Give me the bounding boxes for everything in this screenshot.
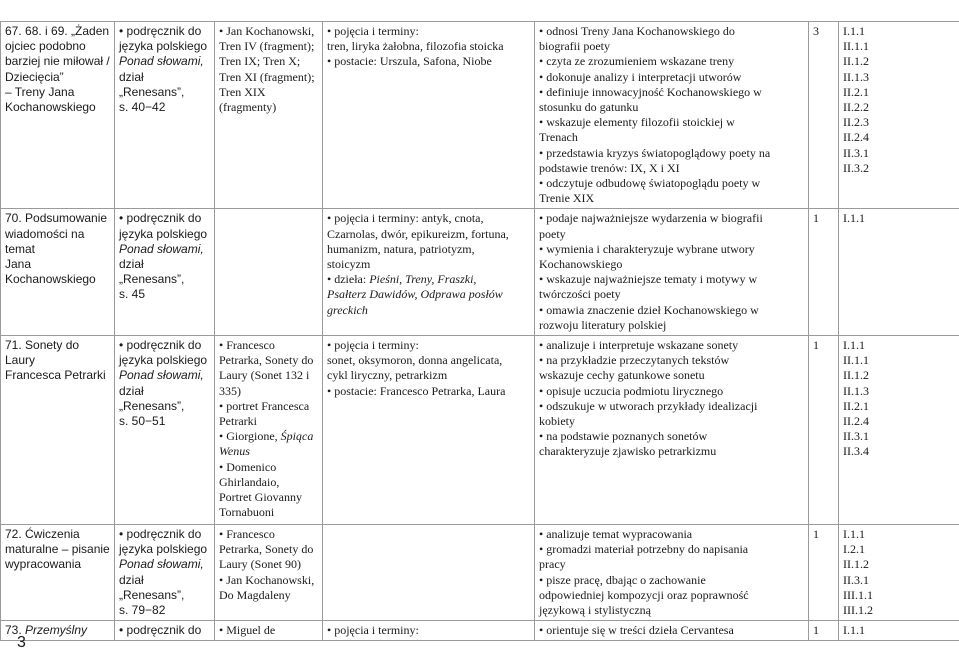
requirement-code: II.2.4 [843, 414, 955, 429]
requirement-code: II.3.4 [843, 444, 955, 459]
table-row [1, 22, 959, 209]
lesson-plan-table [0, 21, 959, 641]
codes-cell [839, 22, 959, 209]
topic-line: 67. 68. i 69. „Żaden [5, 24, 110, 39]
skill-line: • wskazuje elementy filozofii stoickiej w [539, 115, 804, 130]
topic-line: ojciec podobno [5, 39, 110, 54]
requirement-code: II.3.1 [843, 429, 955, 444]
textbook-line: języka polskiego [119, 353, 210, 368]
concept-line: humanizm, natura, patriotyzm, [327, 242, 530, 257]
textbook-line: • podręcznik do [119, 24, 210, 39]
topic-cell [1, 209, 115, 336]
skill-line: poety [539, 227, 804, 242]
requirement-code: II.2.3 [843, 115, 955, 130]
topic-line: 72. Ćwiczenia [5, 527, 110, 542]
topic-line: Francesca Petrarki [5, 368, 110, 383]
skill-line: • omawia znaczenie dzieł Kochanowskiego w [539, 303, 804, 318]
skill-line: kobiety [539, 414, 804, 429]
concept-line [327, 272, 530, 287]
skill-line: podstawie trenów: IX, X i XI [539, 161, 804, 176]
concept-line: cykl liryczny, petrarkizm [327, 368, 530, 383]
skill-line: biografii poety [539, 39, 804, 54]
text-line: Tornabuoni [219, 505, 318, 520]
text-line: • Jan Kochanowski, [219, 24, 318, 39]
requirement-code: II.1.1 [843, 353, 955, 368]
text-line: Petrarki [219, 414, 318, 429]
skills-cell [535, 209, 809, 336]
texts-cell [215, 22, 323, 209]
concept-line: Czarnolas, dwór, epikureizm, fortuna, [327, 227, 530, 242]
skill-line: rozwoju literatury polskiej [539, 318, 804, 333]
table-row [1, 621, 959, 641]
text-line: Ghirlandaio, [219, 475, 318, 490]
textbook-section: dział „Renesans”, [119, 257, 210, 287]
textbook-cell [115, 22, 215, 209]
textbook-cell [115, 621, 215, 641]
concepts-cell [323, 22, 535, 209]
text-line: • portret Francesca [219, 399, 318, 414]
skill-line: • opisuje uczucia podmiotu lirycznego [539, 384, 804, 399]
topic-line: wypracowania [5, 557, 110, 572]
textbook-section: dział „Renesans”, [119, 70, 210, 100]
hours-cell: 1 [809, 336, 839, 525]
requirement-code: I.1.1 [843, 24, 955, 39]
textbook-pages: s. 79−82 [119, 603, 210, 618]
requirement-code: II.3.1 [843, 146, 955, 161]
topic-line: Dziecięcia” [5, 70, 110, 85]
topic-line: maturalne – pisanie [5, 542, 110, 557]
textbook-cell [115, 336, 215, 525]
concept-works: Pieśni, Treny, Fraszki, [369, 272, 476, 286]
text-line: • Miguel de [219, 623, 275, 637]
textbook-title: Ponad słowami, [119, 54, 210, 69]
text-line: 335) [219, 384, 318, 399]
skill-line: językową i stylistyczną [539, 603, 804, 618]
skill-line: • podaje najważniejsze wydarzenia w biografii [539, 211, 804, 226]
skill-line: • przedstawia kryzys światopoglądowy poety na [539, 146, 804, 161]
textbook-line: • podręcznik do [119, 338, 210, 353]
text-line: • Jan Kochanowski, [219, 573, 318, 588]
skill-line: • dokonuje analizy i interpretacji utworów [539, 70, 804, 85]
skills-cell [535, 525, 809, 621]
skill-line: • odszukuje w utworach przykłady idealizacji [539, 399, 804, 414]
requirement-code: I.1.1 [843, 338, 955, 353]
skill-line: stosunku do gatunku [539, 100, 804, 115]
codes-cell [839, 621, 959, 641]
concept-label: dzieła: [334, 272, 369, 286]
hours-cell: 1 [809, 525, 839, 621]
skill-line: twórczości poety [539, 287, 804, 302]
topic-line: 70. Podsumowanie [5, 211, 110, 226]
textbook-title: Ponad słowami, [119, 242, 210, 257]
table-row [1, 525, 959, 621]
text-line: Laury (Sonet 90) [219, 557, 318, 572]
skill-line: • pisze pracę, dbając o zachowanie [539, 573, 804, 588]
textbook-pages: s. 40−42 [119, 100, 210, 115]
skill-line: • definiuje innowacyjność Kochanowskiego w [539, 85, 804, 100]
text-line: (fragmenty) [219, 100, 318, 115]
texts-cell [215, 209, 323, 336]
requirement-code: II.2.1 [843, 399, 955, 414]
texts-cell [215, 336, 323, 525]
topic-title: Przemyślny [25, 623, 87, 637]
text-line: • Domenico [219, 460, 318, 475]
requirement-code: II.1.2 [843, 368, 955, 383]
topic-cell [1, 22, 115, 209]
requirement-code: I.1.1 [843, 527, 955, 542]
requirement-code: II.2.4 [843, 130, 955, 145]
text-line: • Francesco [219, 338, 318, 353]
textbook-line: języka polskiego [119, 39, 210, 54]
requirement-code: II.1.2 [843, 557, 955, 572]
skill-line: • orientuje się w treści dzieła Cervantesa [539, 623, 734, 637]
text-line: • Francesco [219, 527, 318, 542]
text-line: Tren XI (fragment); [219, 70, 318, 85]
textbook-pages: s. 45 [119, 287, 210, 302]
skill-line: wskazuje cechy gatunkowe sonetu [539, 368, 804, 383]
text-title: Śpiąca [281, 429, 314, 443]
concept-line: • pojęcia i terminy: [327, 24, 530, 39]
concept-line: • pojęcia i terminy: antyk, cnota, [327, 211, 530, 226]
textbook-line: • podręcznik do [119, 211, 210, 226]
skill-line: • na przykładzie przeczytanych tekstów [539, 353, 804, 368]
concept-line: stoicyzm [327, 257, 530, 272]
table-row [1, 336, 959, 525]
requirement-code: III.1.1 [843, 588, 955, 603]
topic-line: Kochanowskiego [5, 100, 110, 115]
skill-line: Trenie XIX [539, 191, 804, 206]
requirement-code: II.3.2 [843, 161, 955, 176]
textbook-section: dział „Renesans”, [119, 573, 210, 603]
concepts-cell [323, 336, 535, 525]
requirement-code: II.2.1 [843, 85, 955, 100]
topic-line: – Treny Jana [5, 85, 110, 100]
texts-cell [215, 621, 323, 641]
skill-line: • analizuje temat wypracowania [539, 527, 804, 542]
hours-cell: 3 [809, 22, 839, 209]
concept-line: greckich [327, 303, 530, 318]
codes-cell [839, 336, 959, 525]
concept-line: • pojęcia i terminy: [327, 623, 419, 637]
skill-line: • odczytuje odbudowę światopoglądu poety w [539, 176, 804, 191]
skills-cell [535, 22, 809, 209]
skill-line: • na podstawie poznanych sonetów [539, 429, 804, 444]
textbook-line: języka polskiego [119, 227, 210, 242]
requirement-code: II.1.1 [843, 39, 955, 54]
skill-line: pracy [539, 557, 804, 572]
topic-number: 73. [5, 623, 25, 637]
topic-line: Kochanowskiego [5, 272, 110, 287]
text-line [219, 429, 318, 444]
text-line: Wenus [219, 444, 318, 459]
textbook-line: języka polskiego [119, 542, 210, 557]
topic-cell [1, 336, 115, 525]
textbook-title: Ponad słowami, [119, 368, 210, 383]
codes-cell [839, 525, 959, 621]
page-number: 3 [17, 634, 26, 652]
skill-line: • wymienia i charakteryzuje wybrane utwory [539, 242, 804, 257]
requirement-code: I.1.1 [843, 623, 955, 638]
textbook-title: Ponad słowami, [119, 557, 210, 572]
concepts-cell [323, 525, 535, 621]
topic-line: barziej nie miłował / [5, 54, 110, 69]
concepts-cell [323, 209, 535, 336]
text-line: Tren IX; Tren X; [219, 54, 318, 69]
concept-line: Psałterz Dawidów, Odprawa posłów [327, 287, 530, 302]
requirement-code: II.1.3 [843, 384, 955, 399]
concept-line: • postacie: Urszula, Safona, Niobe [327, 54, 530, 69]
hours-cell: 1 [809, 209, 839, 336]
cut-off-top-row [0, 0, 959, 21]
skill-line: Trenach [539, 130, 804, 145]
requirement-code: II.1.3 [843, 70, 955, 85]
skill-line: • wskazuje najważniejsze tematy i motywy w [539, 272, 804, 287]
requirement-code: I.1.1 [843, 211, 955, 226]
skill-line: • odnosi Treny Jana Kochanowskiego do [539, 24, 804, 39]
text-line: Do Magdaleny [219, 588, 318, 603]
textbook-line: • podręcznik do [119, 623, 201, 637]
skills-cell [535, 336, 809, 525]
hours-cell: 1 [809, 621, 839, 641]
textbook-section: dział „Renesans”, [119, 384, 210, 414]
textbook-cell [115, 209, 215, 336]
concept-line: • pojęcia i terminy: [327, 338, 530, 353]
texts-cell [215, 525, 323, 621]
concepts-cell [323, 621, 535, 641]
requirement-code: I.2.1 [843, 542, 955, 557]
requirement-code: II.1.2 [843, 54, 955, 69]
concept-line: tren, liryka żałobna, filozofia stoicka [327, 39, 530, 54]
concept-line: sonet, oksymoron, donna angelicata, [327, 353, 530, 368]
requirement-code: II.3.1 [843, 573, 955, 588]
skill-line: charakteryzuje zjawisko petrarkizmu [539, 444, 804, 459]
topic-cell [1, 525, 115, 621]
skill-line: • czyta ze zrozumieniem wskazane treny [539, 54, 804, 69]
text-line: Tren IV (fragment); [219, 39, 318, 54]
textbook-pages: s. 50−51 [119, 414, 210, 429]
text-line: Petrarka, Sonety do [219, 353, 318, 368]
skill-line: odpowiedniej kompozycji oraz poprawność [539, 588, 804, 603]
skill-line: • analizuje i interpretuje wskazane sonety [539, 338, 804, 353]
text-line: Tren XIX [219, 85, 318, 100]
requirement-code: III.1.2 [843, 603, 955, 618]
skill-line: Kochanowskiego [539, 257, 804, 272]
topic-line: 71. Sonety do Laury [5, 338, 110, 368]
requirement-code: II.2.2 [843, 100, 955, 115]
table-row [1, 209, 959, 336]
textbook-cell [115, 525, 215, 621]
codes-cell [839, 209, 959, 336]
topic-line: Jana [5, 257, 110, 272]
concept-line: • postacie: Francesco Petrarka, Laura [327, 384, 530, 399]
topic-line: wiadomości na temat [5, 227, 110, 257]
skill-line: • gromadzi materiał potrzebny do napisania [539, 542, 804, 557]
textbook-line: • podręcznik do [119, 527, 210, 542]
skills-cell [535, 621, 809, 641]
text-author: Giorgione, [226, 429, 280, 443]
text-line: Petrarka, Sonety do [219, 542, 318, 557]
text-line: Laury (Sonet 132 i [219, 368, 318, 383]
text-line: Portret Giovanny [219, 490, 318, 505]
